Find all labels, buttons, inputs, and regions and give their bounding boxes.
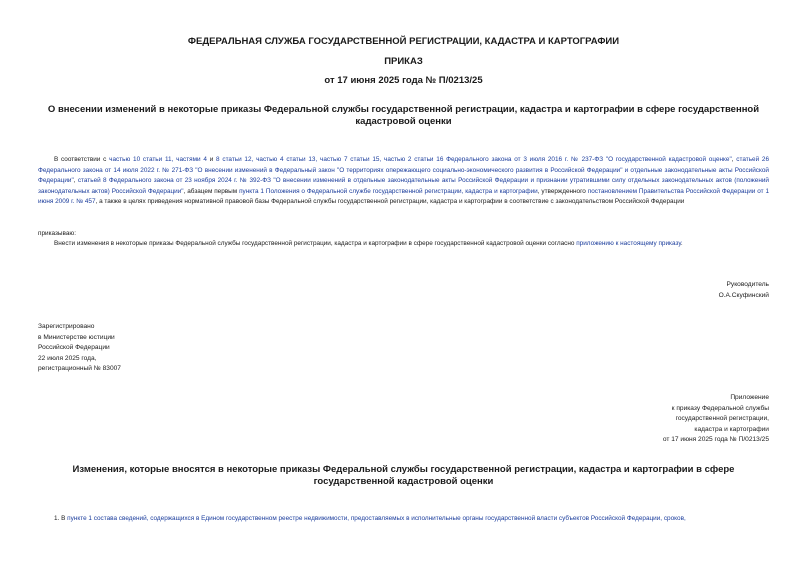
document-title: О внесении изменений в некоторые приказы Федеральной службы государственной регистрации, кадастра и картографии в сфере государственной кадастровой оценки (47, 104, 760, 127)
appendix-header-line: Приложение (730, 394, 769, 401)
document-type: ПРИКАЗ (384, 56, 423, 67)
order-word: приказываю: (38, 230, 76, 237)
preamble-text-2: и (206, 156, 217, 163)
registration-line: регистрационный № 83007 (38, 365, 121, 372)
document-date-number: от 17 июня 2025 года № П/0213/25 (324, 75, 483, 86)
item-1-paragraph (38, 514, 769, 525)
order-text-2: . (680, 240, 683, 247)
signature-position: Руководитель (726, 281, 769, 288)
appendix-header-line: государственной регистрации, (675, 415, 769, 422)
appendix-header-line: от 17 июня 2025 года № П/0213/25 (662, 436, 769, 443)
preamble-text-1: В соответствии с (54, 156, 110, 163)
registration-line: Зарегистрировано (38, 323, 95, 330)
preamble-text-3: , (731, 156, 737, 163)
preamble-link-1[interactable]: частью 10 статьи 11, частями 4 (109, 156, 207, 163)
preamble-text-5: , абзацем первым (183, 187, 240, 195)
signature-name: О.А.Скуфинский (718, 291, 769, 299)
agency-heading: ФЕДЕРАЛЬНАЯ СЛУЖБА ГОСУДАРСТВЕННОЙ РЕГИСТРАЦИИ, КАДАСТРА И КАРТОГРАФИИ (187, 36, 620, 47)
appendix-header-line: кадастра и картографии (694, 425, 769, 433)
registration-line: Российской Федерации (38, 344, 110, 351)
appendix-title: Изменения, которые вносятся в некоторые приказы Федеральной службы государственной регистрации, кадастра и картографии в сфере государственной кадастровой оценки (72, 464, 735, 487)
order-paragraph (38, 239, 769, 250)
appendix-header-block (663, 393, 769, 446)
registration-block (38, 322, 121, 375)
preamble-text-6: , утвержденного (537, 187, 588, 195)
preamble-link-5[interactable]: пункта 1 Положения о Федеральной службе государственной регистрации, кадастра и картографии (239, 187, 538, 195)
order-text-1: Внести изменения в некоторые приказы Федеральной службы государственной регистрации, кадастра и картографии в сфере государственной кадастровой оценки согласно (54, 240, 577, 247)
registration-line: в Министерстве юстиции (38, 333, 115, 341)
preamble-link-4[interactable]: статьей 8 Федерального закона от 23 ноября 2024 г. № 392-ФЗ "О внесении изменений в отдельные законодательные акты Российской Федерации и признании утратившими силу отдельных законодательных актов (положений законодательных актов) Российской Федерации" (38, 177, 769, 195)
signature-block (719, 280, 769, 301)
preamble-link-6[interactable]: постановлением Правительства Российской Федерации от 1 июня 2009 г. № 457 (38, 187, 769, 205)
preamble-text-4: , (73, 177, 78, 184)
preamble-text-7: , а также в целях приведения нормативной правовой базы Федеральной службы государственной регистрации, кадастра и картографии в соответствие с законодательством Российской Федерации (95, 198, 685, 205)
appendix-header-line: к приказу Федеральной службы (671, 404, 769, 412)
preamble-link-2[interactable]: 8 статьи 12, частью 4 статьи 13, частью 7 статьи 15, частью 2 статьи 16 Федерального закона от 3 июля 2016 г. № 237-ФЗ "О государственной кадастровой оценке" (216, 156, 732, 163)
registration-line: 22 июля 2025 года, (38, 354, 97, 362)
preamble-link-3[interactable]: статьей 26 Федерального закона от 14 июля 2022 г. № 271-ФЗ "О внесении изменений в Федеральный закон "О территориях опережающего социально-экономического развития в Российской Федерации" и отдельные законодательные акты Российской Федерации" (38, 156, 770, 184)
item-1-link[interactable]: пункте 1 состава сведений, содержащихся в Едином государственном реестре недвижимости, предоставляемых в исполнительные органы государственной власти субъектов Российской Федерации, сроков, (67, 515, 686, 522)
item-1-text: 1. В (54, 515, 68, 522)
preamble-paragraph (38, 155, 769, 208)
appendix-link[interactable]: приложению к настоящему приказу (576, 240, 681, 247)
